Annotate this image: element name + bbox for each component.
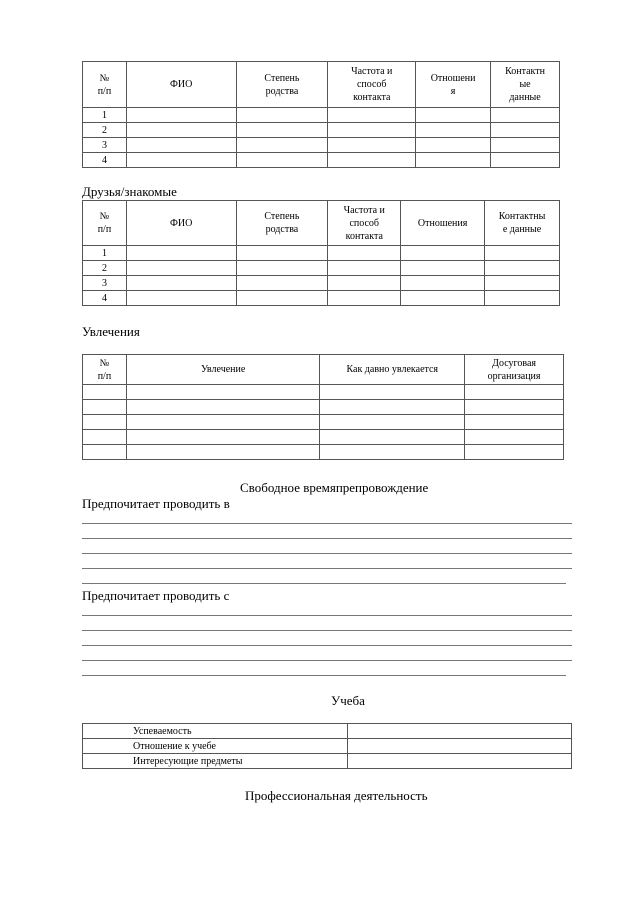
friends-table	[82, 200, 560, 306]
table-cell[interactable]	[126, 385, 320, 400]
table-cell[interactable]	[83, 445, 127, 460]
study-row-label: Отношение к учебе	[83, 739, 348, 754]
table-row	[83, 291, 560, 306]
answer-line[interactable]	[82, 615, 572, 616]
table-row	[83, 430, 564, 445]
table-row	[83, 123, 560, 138]
row-number: 3	[83, 138, 127, 153]
answer-line[interactable]	[82, 538, 572, 539]
table-cell[interactable]	[126, 108, 236, 123]
header-relation: Степень родства	[236, 201, 328, 246]
header-name: ФИО	[126, 201, 236, 246]
table-header-row	[83, 201, 560, 246]
table-row	[83, 276, 560, 291]
header-number: № п/п	[83, 201, 127, 246]
table-cell[interactable]	[320, 445, 465, 460]
header-hobby: Увлечение	[126, 355, 320, 385]
header-name: ФИО	[126, 62, 236, 108]
table-cell[interactable]	[465, 430, 564, 445]
table-cell[interactable]	[83, 430, 127, 445]
table-cell[interactable]	[416, 153, 491, 168]
table-cell[interactable]	[126, 123, 236, 138]
answer-line[interactable]	[82, 553, 572, 554]
table-row	[83, 138, 560, 153]
table-cell[interactable]	[401, 276, 485, 291]
header-contact-frequency: Частота и способ контакта	[328, 62, 416, 108]
study-table	[82, 723, 572, 769]
table-cell[interactable]	[320, 430, 465, 445]
header-relationship: Отношени я	[416, 62, 491, 108]
table-row	[83, 754, 572, 769]
table-row	[83, 400, 564, 415]
table-cell[interactable]	[83, 415, 127, 430]
header-number: № п/п	[83, 62, 127, 108]
table-cell[interactable]	[491, 108, 560, 123]
table-cell[interactable]	[328, 276, 401, 291]
table-cell[interactable]	[328, 153, 416, 168]
table-cell[interactable]	[491, 123, 560, 138]
table-row	[83, 108, 560, 123]
row-number: 1	[83, 108, 127, 123]
table-row	[83, 739, 572, 754]
table-cell[interactable]	[416, 108, 491, 123]
table-header-row	[83, 355, 564, 385]
table-cell[interactable]	[328, 123, 416, 138]
table-cell[interactable]	[485, 291, 560, 306]
row-number: 2	[83, 123, 127, 138]
table-cell[interactable]	[328, 246, 401, 261]
professional-title: Профессиональная деятельность	[245, 788, 428, 803]
table-cell[interactable]	[485, 246, 560, 261]
row-number: 4	[83, 153, 127, 168]
hobbies-table	[82, 354, 564, 460]
header-duration: Как давно увлекается	[320, 355, 465, 385]
header-contact-data: Контактны е данные	[485, 201, 560, 246]
table-cell[interactable]	[328, 108, 416, 123]
table-cell[interactable]	[126, 276, 236, 291]
table-cell[interactable]	[416, 123, 491, 138]
study-row-label: Интересующие предметы	[83, 754, 348, 769]
table-cell[interactable]	[328, 261, 401, 276]
prefers-in-label: Предпочитает проводить в	[82, 496, 230, 511]
answer-line[interactable]	[82, 660, 572, 661]
table-cell[interactable]	[401, 291, 485, 306]
table-cell[interactable]	[465, 385, 564, 400]
family-table	[82, 61, 560, 168]
hobbies-title: Увлечения	[82, 324, 140, 339]
table-cell[interactable]	[236, 138, 328, 153]
table-row	[83, 445, 564, 460]
table-cell[interactable]	[491, 153, 560, 168]
table-cell[interactable]	[236, 246, 328, 261]
table-cell[interactable]	[236, 261, 328, 276]
table-cell[interactable]	[465, 400, 564, 415]
table-cell[interactable]	[416, 138, 491, 153]
table-cell[interactable]	[83, 385, 127, 400]
table-cell[interactable]	[236, 291, 328, 306]
header-contact-data: Контактн ые данные	[491, 62, 560, 108]
table-cell[interactable]	[347, 739, 571, 754]
answer-line[interactable]	[82, 523, 572, 524]
header-relation: Степень родства	[236, 62, 328, 108]
friends-title: Друзья/знакомые	[82, 184, 177, 199]
table-cell[interactable]	[347, 724, 571, 739]
table-cell[interactable]	[465, 415, 564, 430]
table-cell[interactable]	[126, 415, 320, 430]
table-cell[interactable]	[126, 153, 236, 168]
study-title: Учеба	[331, 693, 365, 708]
answer-line[interactable]	[82, 630, 572, 631]
table-cell[interactable]	[320, 415, 465, 430]
row-number: 4	[83, 291, 127, 306]
table-cell[interactable]	[347, 754, 571, 769]
header-organization: Досуговая организация	[465, 355, 564, 385]
table-cell[interactable]	[126, 291, 236, 306]
table-cell[interactable]	[485, 261, 560, 276]
table-cell[interactable]	[236, 123, 328, 138]
prefers-with-label: Предпочитает проводить с	[82, 588, 230, 603]
row-number: 1	[83, 246, 127, 261]
table-row	[83, 153, 560, 168]
table-cell[interactable]	[126, 261, 236, 276]
table-row	[83, 385, 564, 400]
table-cell[interactable]	[485, 276, 560, 291]
leisure-title: Свободное времяпрепровождение	[240, 480, 429, 495]
answer-line[interactable]	[82, 583, 566, 584]
header-contact-frequency: Частота и способ контакта	[328, 201, 401, 246]
header-relationship: Отношения	[401, 201, 485, 246]
table-row	[83, 246, 560, 261]
header-number: № п/п	[83, 355, 127, 385]
table-cell[interactable]	[126, 246, 236, 261]
table-row	[83, 261, 560, 276]
table-cell[interactable]	[236, 108, 328, 123]
table-cell[interactable]	[328, 291, 401, 306]
answer-line[interactable]	[82, 568, 572, 569]
table-cell[interactable]	[236, 153, 328, 168]
table-cell[interactable]	[401, 246, 485, 261]
row-number: 3	[83, 276, 127, 291]
table-cell[interactable]	[126, 400, 320, 415]
study-row-label: Успеваемость	[83, 724, 348, 739]
table-cell[interactable]	[126, 138, 236, 153]
answer-line[interactable]	[82, 645, 572, 646]
table-cell[interactable]	[236, 276, 328, 291]
table-row	[83, 724, 572, 739]
table-header-row	[83, 62, 560, 108]
table-cell[interactable]	[465, 445, 564, 460]
answer-line[interactable]	[82, 675, 566, 676]
table-cell[interactable]	[126, 430, 320, 445]
table-cell[interactable]	[328, 138, 416, 153]
table-cell[interactable]	[126, 445, 320, 460]
table-cell[interactable]	[320, 400, 465, 415]
table-cell[interactable]	[320, 385, 465, 400]
table-cell[interactable]	[401, 261, 485, 276]
row-number: 2	[83, 261, 127, 276]
table-row	[83, 415, 564, 430]
table-cell[interactable]	[83, 400, 127, 415]
table-cell[interactable]	[491, 138, 560, 153]
